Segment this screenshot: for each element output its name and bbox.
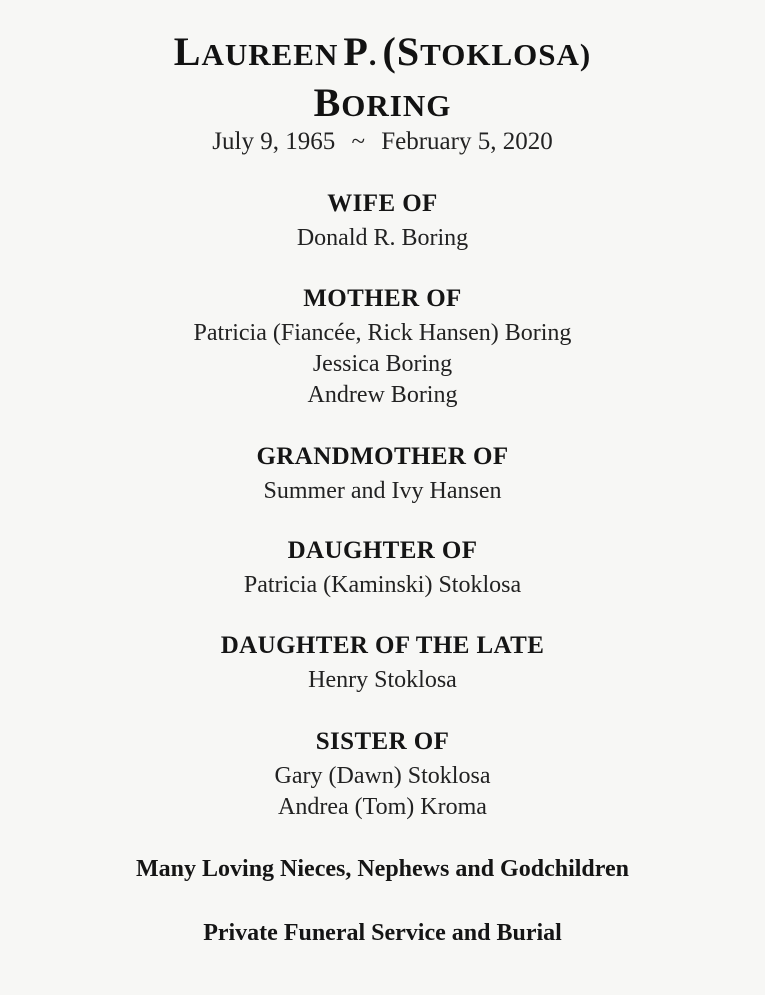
- name-line-2-text: BORING: [313, 80, 452, 125]
- heading-wife-of: WIFE OF: [327, 190, 438, 217]
- entry-mother-of-3: Andrew Boring: [307, 382, 458, 408]
- entry-grandmother-of-1: Summer and Ivy Hansen: [263, 478, 502, 504]
- death-date: February 5, 2020: [381, 128, 553, 155]
- birth-date: July 9, 1965: [212, 128, 336, 155]
- name-line-2: [0, 79, 765, 127]
- service-note: Private Funeral Service and Burial: [203, 920, 562, 946]
- name-line-1: [0, 28, 765, 78]
- relatives-note: Many Loving Nieces, Nephews and Godchildren: [136, 856, 629, 882]
- heading-daughter-of-the-late: DAUGHTER OF THE LATE: [220, 632, 545, 659]
- heading-daughter-of: DAUGHTER OF: [287, 537, 478, 564]
- entry-daughter-of-1: Patricia (Kaminski) Stoklosa: [243, 572, 522, 598]
- entry-daughter-of-the-late-1: Henry Stoklosa: [308, 667, 457, 693]
- heading-mother-of: MOTHER OF: [303, 285, 462, 312]
- entry-sister-of-2: Andrea (Tom) Kroma: [278, 794, 487, 820]
- entry-sister-of-1: Gary (Dawn) Stoklosa: [274, 763, 491, 789]
- name-line-1-text: LAUREEN P. (STOKLOSA): [173, 29, 592, 74]
- entry-wife-of-1: Donald R. Boring: [296, 225, 469, 251]
- heading-grandmother-of: GRANDMOTHER OF: [256, 443, 509, 470]
- date-separator: ~: [351, 128, 365, 155]
- entry-mother-of-1: Patricia (Fiancée, Rick Hansen) Boring: [193, 320, 572, 346]
- heading-sister-of: SISTER OF: [315, 728, 450, 755]
- life-dates: [0, 128, 765, 160]
- entry-mother-of-2: Jessica Boring: [312, 351, 453, 377]
